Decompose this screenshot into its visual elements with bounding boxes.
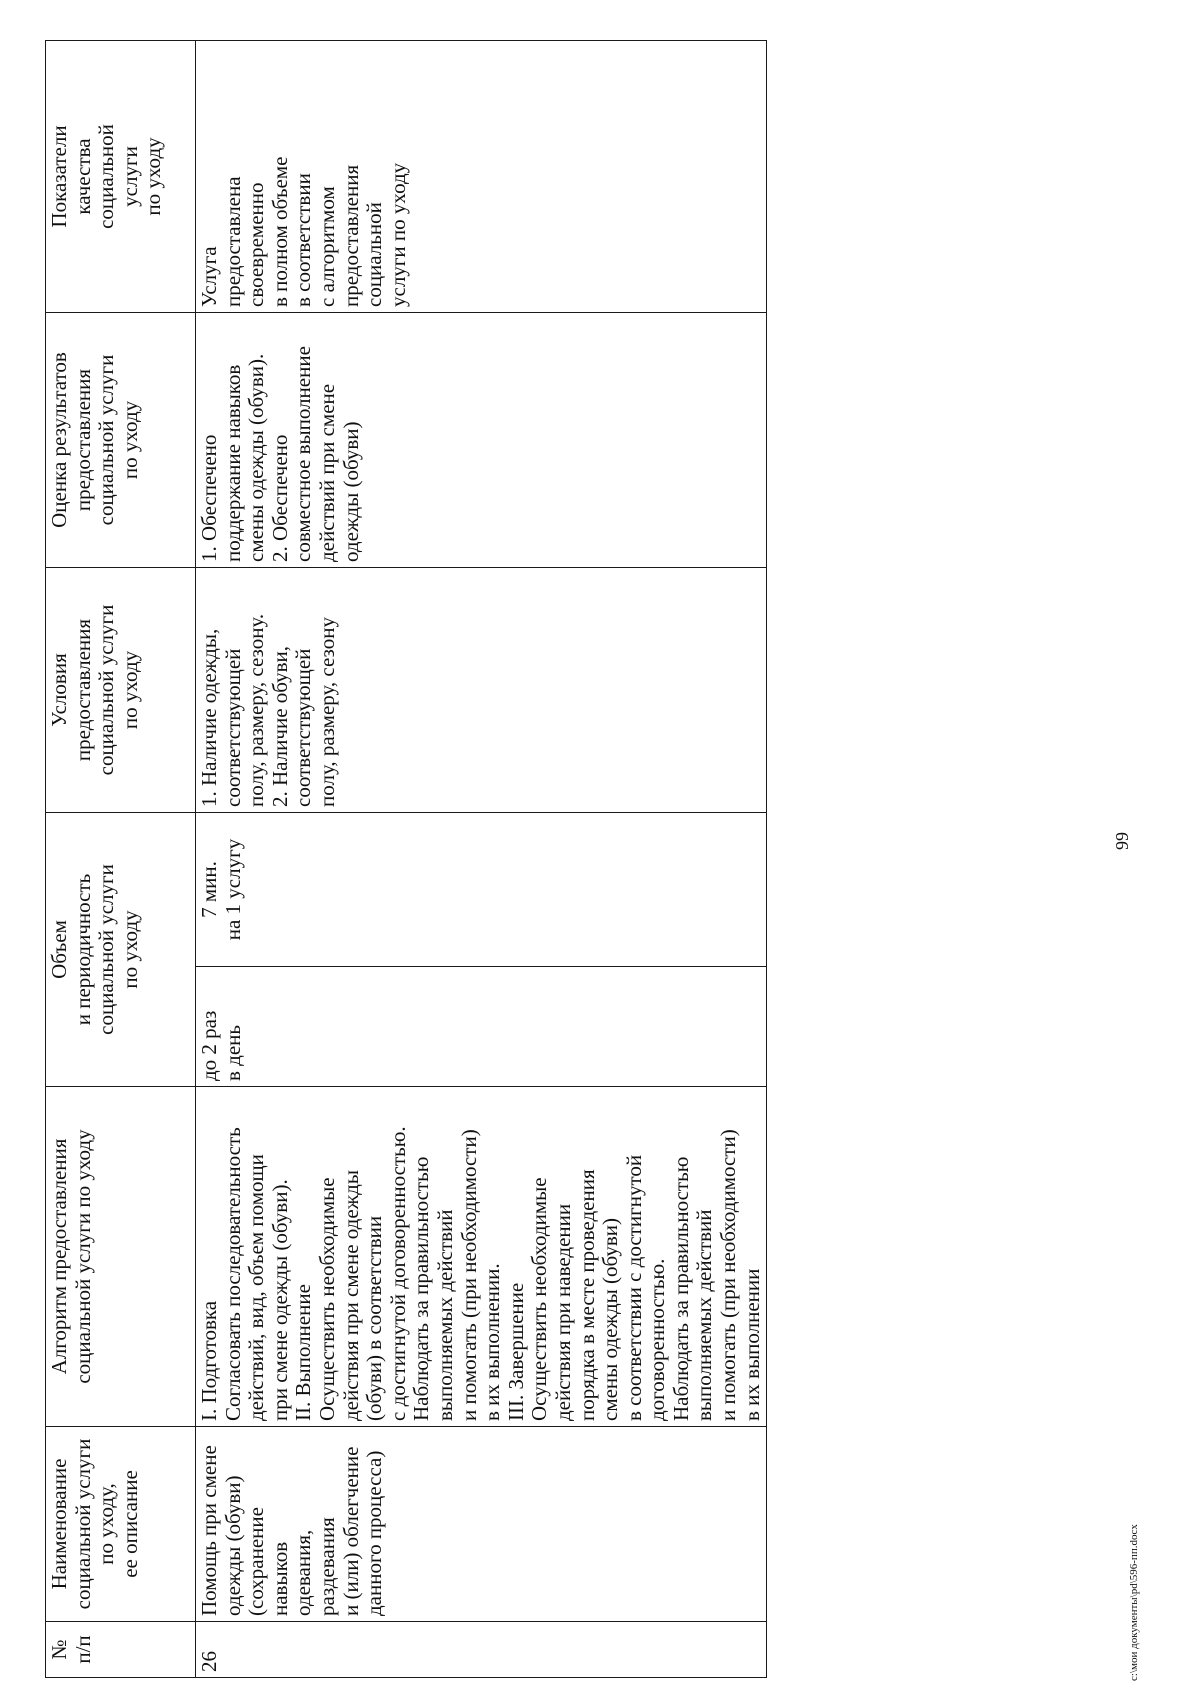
text-line: социальной услуги по уходу [70, 1129, 95, 1384]
text-line: социальной услуги [94, 864, 119, 1035]
text-line: данного процесса) [362, 1450, 387, 1616]
text-line: соответствующей [220, 648, 245, 807]
text-line: смены одежды (обуви) [598, 1217, 623, 1421]
row-periodicity [196, 967, 767, 1087]
text-line: Условия [47, 653, 71, 727]
row-volume [196, 813, 767, 967]
header-name [46, 1427, 196, 1622]
text-line: 1. Обеспечено [197, 434, 221, 562]
text-line: 26 [197, 1651, 221, 1672]
text-line: Наблюдать за правильностью [668, 1156, 693, 1421]
text-line: (обуви) в соответствии [362, 1215, 387, 1421]
header-algorithm [46, 1087, 196, 1427]
text-line: договоренностью. [645, 1258, 670, 1421]
text-line: Осуществить необходимые [527, 1177, 552, 1421]
text-line: в соответствии [291, 173, 316, 307]
text-line: по уходу [141, 137, 166, 216]
services-table [45, 40, 767, 1678]
text-line: выполняемых действий [692, 1209, 717, 1421]
text-line: полу, размеру, сезону. [244, 613, 269, 807]
text-line: одежды (обуви) [220, 1475, 245, 1616]
row-algorithm [196, 1087, 767, 1427]
row-quality [196, 41, 767, 313]
text-line: социальной услуги [94, 354, 119, 526]
text-line: услуги по уходу [385, 162, 410, 307]
header-volume [46, 813, 196, 1087]
text-line: совместное выполнение [291, 346, 316, 562]
table-header-row [46, 41, 196, 1678]
text-line: 7 мин. [197, 861, 221, 918]
text-line: социальной услуги [70, 1438, 95, 1610]
text-line: и помогать (при необходимости) [716, 1129, 741, 1421]
text-line: по уходу [117, 400, 142, 480]
text-line: одевания, раздевания [291, 1517, 339, 1616]
row-name [196, 1427, 767, 1622]
row-conditions [196, 568, 767, 813]
text-line: II. Выполнение [291, 1284, 316, 1421]
header-quality [46, 41, 196, 313]
text-line: действий при смене [314, 383, 339, 562]
text-line: по уходу [117, 910, 142, 989]
text-line: социальной услуги [94, 604, 119, 776]
header-conditions [46, 568, 196, 813]
text-line: Алгоритм предоставления [47, 1138, 71, 1375]
text-line: Помощь при смене [197, 1445, 221, 1616]
text-line: смены одежды (обуви). [244, 353, 269, 562]
footer-file-path: c:\мои документы\pd\596-пп.docx [1128, 1524, 1140, 1681]
text-line: полу, размеру, сезону [314, 617, 339, 807]
text-line: Объем [47, 920, 71, 979]
text-line: социальной [362, 202, 387, 307]
text-line: и помогать (при необходимости) [456, 1129, 481, 1421]
text-line: в соответствии с достигнутой [621, 1154, 646, 1421]
text-line: № [47, 1639, 71, 1660]
text-line: Оценка результатов [47, 352, 71, 528]
row-evaluation [196, 313, 767, 568]
text-line: предоставления [70, 618, 95, 762]
text-line: 2. Обеспечено [267, 434, 292, 562]
text-line: действия при наведении [550, 1203, 575, 1421]
text-line: с достигнутой договоренностью. [385, 1126, 410, 1421]
text-line: порядка в месте проведения [574, 1169, 599, 1421]
text-line: при смене одежды (обуви). [267, 1179, 292, 1421]
text-line: по уходу, [94, 1483, 119, 1565]
text-line: Наблюдать за правильностью [409, 1156, 434, 1421]
row-num [196, 1622, 767, 1678]
text-line: своевременно [244, 182, 269, 307]
page-number: 99 [1112, 832, 1132, 850]
text-line: до 2 раз [197, 1010, 221, 1081]
text-line: на 1 услугу [220, 838, 245, 941]
text-line: одежды (обуви) [338, 421, 363, 562]
text-line: и периодичность [70, 873, 95, 1026]
text-line: выполняемых действий [432, 1209, 457, 1421]
text-line: ее описание [117, 1470, 142, 1578]
text-line: в их выполнении. [480, 1263, 505, 1421]
header-evaluation [46, 313, 196, 568]
text-line: (сохранение навыков [244, 1507, 292, 1616]
text-line: 1. Наличие одежды, [197, 628, 221, 807]
table-row [196, 41, 767, 1678]
text-line: в их выполнении [739, 1268, 764, 1421]
text-line: услуги [117, 146, 142, 207]
text-line: Наименование [47, 1458, 71, 1590]
text-line: действий, вид, объем помощи [244, 1154, 269, 1421]
text-line: Осуществить необходимые [314, 1177, 339, 1421]
text-line: 2. Наличие обуви, [267, 645, 292, 807]
text-line: предоставлена [220, 176, 245, 307]
text-line: п/п [70, 1635, 95, 1664]
text-line: предоставления [338, 164, 363, 307]
text-line: Показатели [47, 125, 71, 228]
text-line: предоставления [70, 368, 95, 512]
text-line: действия при смене одежды [338, 1170, 363, 1421]
text-line: Услуга [197, 246, 221, 307]
text-line: в полном объеме [267, 156, 292, 307]
text-line: поддержание навыков [220, 364, 245, 562]
text-line: Согласовать последовательность [220, 1127, 245, 1421]
text-line: качества [70, 138, 95, 215]
text-line: и (или) облегчение [338, 1446, 363, 1616]
text-line: соответствующей [291, 648, 316, 807]
text-line: в день [220, 1025, 245, 1081]
text-line: социальной [94, 124, 119, 229]
text-line: I. Подготовка [197, 1300, 221, 1421]
text-line: с алгоритмом [314, 186, 339, 307]
header-num [46, 1622, 196, 1678]
text-line: III. Завершение [503, 1282, 528, 1421]
text-line: по уходу [117, 650, 142, 730]
